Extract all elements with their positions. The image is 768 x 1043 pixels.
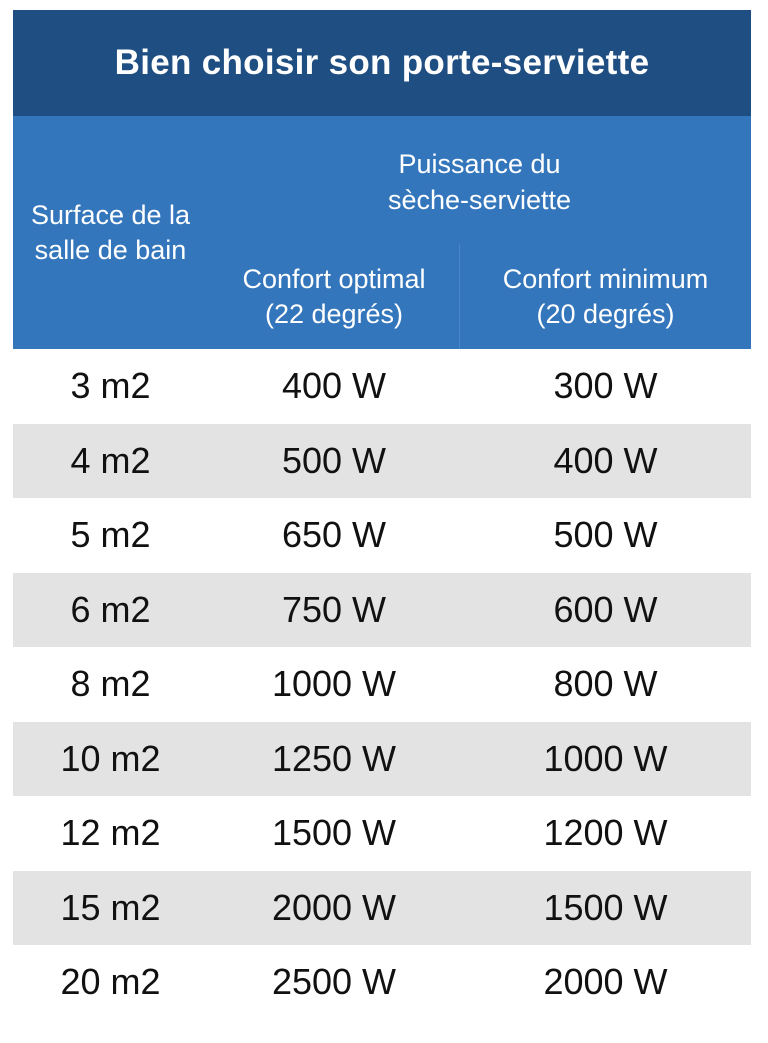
table-title: Bien choisir son porte-serviette	[13, 10, 751, 116]
optimal-power-cell: 500 W	[281, 439, 387, 481]
table-row	[13, 424, 751, 499]
table-header	[13, 116, 751, 349]
minimum-power-cell: 400 W	[553, 439, 658, 481]
surface-cell: 20 m2	[60, 961, 161, 1003]
header-confort-minimum	[460, 244, 751, 349]
surface-cell: 4 m2	[70, 439, 151, 481]
power-table	[13, 10, 751, 1020]
optimal-power-cell: 1250 W	[271, 737, 397, 779]
table-row	[13, 871, 751, 946]
optimal-power-cell: 750 W	[281, 588, 387, 630]
optimal-power-cell: 2500 W	[271, 961, 397, 1003]
surface-cell: 10 m2	[60, 737, 161, 779]
table-row	[13, 573, 751, 648]
optimal-power-cell: 400 W	[281, 365, 387, 407]
optimal-power-cell: 1500 W	[271, 812, 397, 854]
surface-cell: 8 m2	[70, 663, 151, 705]
table-row	[13, 647, 751, 722]
optimal-power-cell: 650 W	[281, 514, 387, 556]
header-surface	[13, 116, 208, 349]
table-row	[13, 349, 751, 424]
surface-cell: 15 m2	[60, 886, 161, 928]
minimum-power-cell: 800 W	[553, 663, 658, 705]
header-puissance-label: Puissance du sèche-serviette	[387, 149, 572, 215]
table-row	[13, 796, 751, 871]
minimum-power-cell: 500 W	[553, 514, 658, 556]
header-puissance	[208, 116, 751, 244]
surface-cell: 5 m2	[70, 514, 151, 556]
header-confort-minimum-label: Confort minimum (20 degrés)	[502, 263, 709, 329]
table-row	[13, 498, 751, 573]
surface-cell: 3 m2	[70, 365, 151, 407]
minimum-power-cell: 600 W	[553, 588, 658, 630]
table-row	[13, 945, 751, 1020]
minimum-power-cell: 1200 W	[543, 812, 668, 854]
surface-cell: 12 m2	[60, 812, 161, 854]
minimum-power-cell: 1500 W	[543, 886, 668, 928]
minimum-power-cell: 300 W	[553, 365, 658, 407]
optimal-power-cell: 1000 W	[271, 663, 397, 705]
table-row	[13, 722, 751, 797]
header-confort-optimal-label: Confort optimal (22 degrés)	[242, 263, 426, 329]
header-confort-optimal	[208, 244, 460, 349]
minimum-power-cell: 2000 W	[543, 961, 668, 1003]
optimal-power-cell: 2000 W	[271, 886, 397, 928]
surface-cell: 6 m2	[70, 588, 151, 630]
minimum-power-cell: 1000 W	[543, 737, 668, 779]
header-surface-label: Surface de la salle de bain	[30, 199, 191, 265]
table-body	[13, 349, 751, 1020]
